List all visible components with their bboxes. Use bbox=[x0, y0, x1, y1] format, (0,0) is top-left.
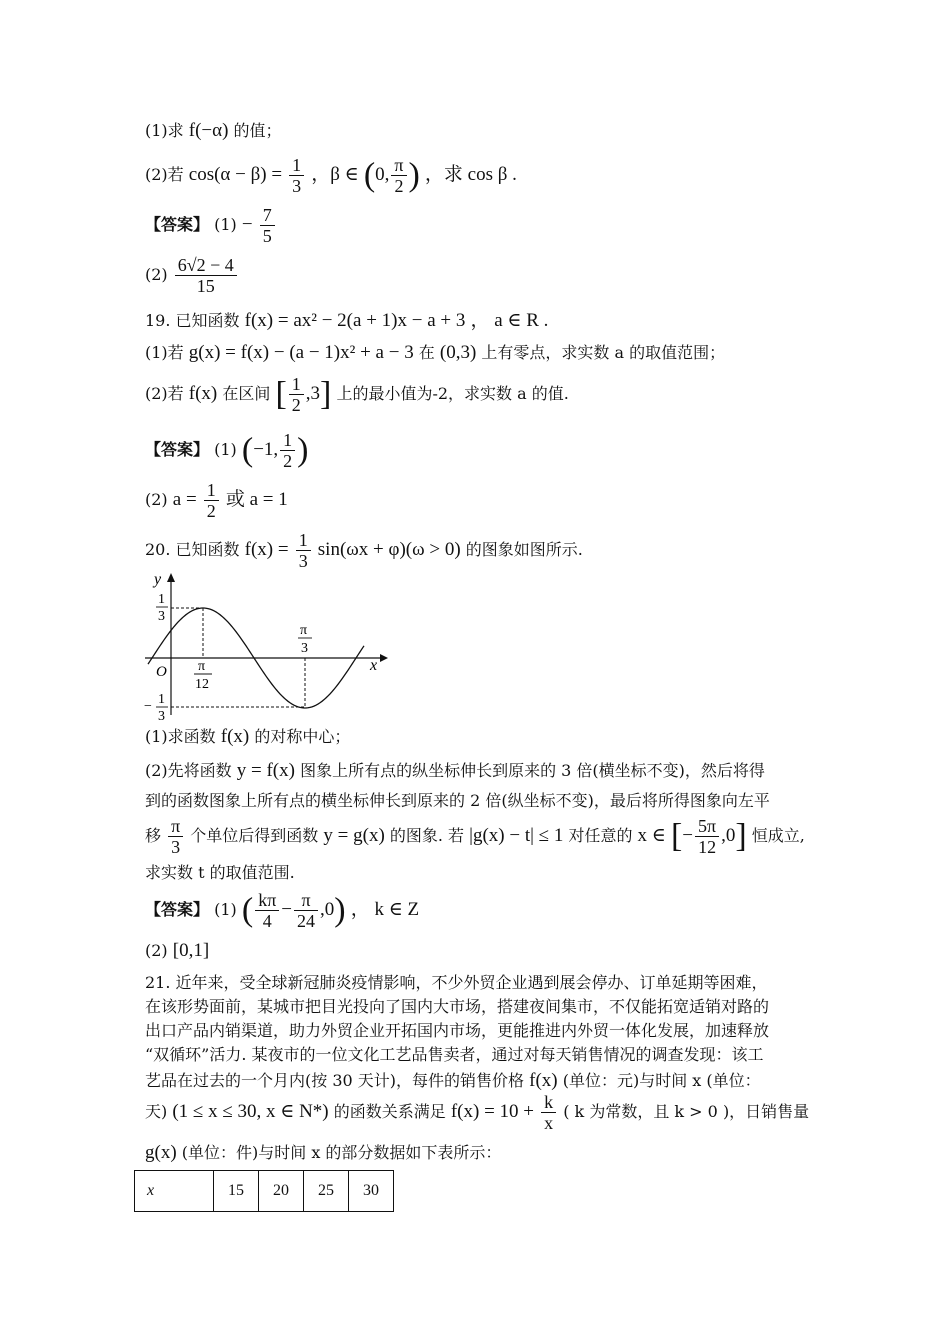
q19-part1 bbox=[145, 342, 725, 364]
q20-stem-b: sin(ωx + φ)(ω > 0) bbox=[317, 539, 461, 560]
sine-graph bbox=[140, 570, 390, 720]
x2-den: 3 bbox=[301, 641, 308, 656]
q21-line6-expr2: f(x) = 10 + bbox=[450, 1101, 535, 1122]
a18-part1-label: (1) bbox=[214, 215, 237, 234]
a20-part1-right: ,0 bbox=[320, 899, 335, 920]
q19-part1-expr: g(x) = f(x) − (a − 1)x² + a − 3 bbox=[188, 342, 414, 363]
a19-part2-label: (2) bbox=[145, 490, 168, 509]
q21-line5-expr: f(x) bbox=[529, 1070, 558, 1091]
y-top-num: 1 bbox=[158, 592, 165, 607]
answer-tag: 【答案】 bbox=[145, 440, 210, 459]
q21-line2 bbox=[145, 996, 769, 1018]
q20-part2-line3-d: 对任意的 bbox=[568, 826, 633, 845]
a19-part1-left: −1, bbox=[253, 439, 279, 460]
q19-stem-tail: ， a ∈ R . bbox=[470, 310, 549, 331]
q21-line1 bbox=[145, 972, 768, 994]
q18-part2-beta: ，β ∈ bbox=[311, 164, 359, 185]
q20-stem-fraction: $\frac{1}{3}$ bbox=[296, 530, 311, 571]
q19-stem-expr: f(x) = ax² − 2(a + 1)x − a + 3 bbox=[244, 310, 466, 331]
answer-tag: 【答案】 bbox=[145, 215, 210, 234]
q20-stem-text: 20. 已知函数 bbox=[145, 540, 240, 559]
a20-part1-label: (1) bbox=[214, 900, 237, 919]
q21-line6-expr: (1 ≤ x ≤ 30, x ∈ N*) bbox=[172, 1101, 329, 1122]
q18-part2-fraction: $\frac{1}{3}$ bbox=[289, 155, 304, 196]
q20-part2-line3-expr: y = g(x) bbox=[323, 825, 385, 846]
a19-part2 bbox=[145, 480, 288, 521]
q21-line4-text: “双循环”活力. 某夜市的一位文化工艺品售卖者，通过对每天销售情况的调查发现：该工 bbox=[145, 1045, 764, 1064]
q20-part1-label: (1)求函数 bbox=[145, 727, 216, 746]
q21-line5 bbox=[145, 1070, 761, 1092]
q19-part2-mid: 在区间 bbox=[222, 384, 271, 403]
table-cell: x bbox=[135, 1171, 214, 1212]
a19-part2-a: a = bbox=[172, 489, 197, 510]
q19-part1-tail: 上有零点，求实数 a 的取值范围； bbox=[481, 343, 726, 362]
y-bot-num: 1 bbox=[158, 692, 165, 707]
q21-line6-b: 的函数关系满足 bbox=[333, 1102, 446, 1121]
q20-part2-line3-e: 恒成立, bbox=[751, 826, 805, 845]
q20-part2-line4 bbox=[145, 862, 295, 884]
q21-line7-b: (单位：件)与时间 x 的部分数据如下表所示： bbox=[181, 1143, 502, 1162]
q20-part2-line3-c: 的图象. 若 bbox=[389, 826, 465, 845]
q19-stem bbox=[145, 310, 548, 332]
y-top-den: 3 bbox=[158, 609, 165, 624]
q20-part2-line3-a: 移 bbox=[145, 826, 162, 845]
q20-part2-line4-text: 求实数 t 的取值范围. bbox=[145, 863, 295, 882]
y-axis-arrow bbox=[167, 573, 175, 582]
q18-part2-interval-fraction: $\frac{\pi}{2}$ bbox=[391, 155, 406, 196]
q21-line4 bbox=[145, 1044, 764, 1066]
q19-part2-right: ,3 bbox=[305, 383, 321, 404]
a19-part1-label: (1) bbox=[214, 440, 237, 459]
q21-line5-b: (单位：元)与时间 x (单位： bbox=[562, 1071, 761, 1090]
q20-part1 bbox=[145, 726, 350, 748]
q20-part2-line3-b: 个单位后得到函数 bbox=[190, 826, 319, 845]
a20-part2 bbox=[145, 940, 209, 962]
table-cell: 30 bbox=[349, 1171, 394, 1212]
q20-part2-line3-int-sign: − bbox=[682, 825, 694, 846]
q21-line2-text: 在该形势面前，某城市把目光投向了国内大市场，搭建夜间集市，不仅能拓宽适销对路的 bbox=[145, 997, 770, 1016]
q18-part2-label: (2)若 bbox=[145, 165, 184, 184]
a19-part1: 【答案】 (1) (−1, $\frac{1}{2}$ ) bbox=[145, 430, 309, 471]
a18-part2-fraction: $\frac{6√2 - 4}{15}$ bbox=[175, 255, 237, 296]
q19-part2-tail: 上的最小值为-2，求实数 a 的值. bbox=[336, 384, 569, 403]
q19-part1-mid: 在 bbox=[418, 343, 435, 362]
q20-part1-tail: 的对称中心； bbox=[254, 727, 351, 746]
q18-part2: (2)若 cos(α − β) = $\frac{1}{3}$ ，β ∈ (0, $\frac{\pi}{2}$ ) ，求 cos β . bbox=[145, 155, 517, 196]
a18-part1-sign: − bbox=[241, 214, 253, 235]
y-bot-sign: − bbox=[144, 699, 152, 714]
q20-stem bbox=[145, 530, 583, 571]
table-cell: 25 bbox=[304, 1171, 349, 1212]
q21-line6-a: 天) bbox=[145, 1102, 168, 1121]
q20-part2-line2-text: 到的函数图象上所有点的横坐标伸长到原来的 2 倍(纵坐标不变)，最后将所得图象向左平 bbox=[145, 791, 770, 810]
q20-part2-line3: 移 $\frac{\pi}{3}$ 个单位后得到函数 y = g(x) 的图象. 若 |g(x) − t| ≤ 1 对任意的 x ∈ [− $\frac{5\pi}{12}$ ,0] 恒成立, bbox=[145, 816, 805, 857]
a19-part2-b: 或 a = 1 bbox=[225, 489, 288, 510]
a18-part1-fraction: $\frac{7}{5}$ bbox=[260, 205, 275, 246]
q21-line6 bbox=[145, 1092, 809, 1133]
a18-part2 bbox=[145, 255, 239, 296]
q18-part2-tail: ，求 cos β . bbox=[424, 164, 517, 185]
q20-part2-line1 bbox=[145, 760, 765, 782]
q19-part2-fraction: $\frac{1}{2}$ bbox=[289, 374, 304, 415]
q19-part2: (2)若 f(x) 在区间 [ $\frac{1}{2}$ ,3] 上的最小值为-2，求实数 a 的值. bbox=[145, 374, 569, 415]
q20-part2-line3-ineq: |g(x) − t| ≤ 1 bbox=[469, 825, 564, 846]
q19-part2-label: (2)若 bbox=[145, 384, 184, 403]
data-table bbox=[134, 1170, 394, 1212]
a18-part1 bbox=[145, 205, 277, 246]
q20-part1-expr: f(x) bbox=[220, 726, 250, 747]
q20-part2-line2 bbox=[145, 790, 770, 812]
x2-num: π bbox=[300, 623, 308, 638]
q20-part2-line3-int-fraction: $\frac{5\pi}{12}$ bbox=[695, 816, 719, 857]
a19-part1-fraction: $\frac{1}{2}$ bbox=[280, 430, 295, 471]
q21-line7-expr: g(x) bbox=[145, 1142, 177, 1163]
q19-part1-label: (1)若 bbox=[145, 343, 184, 362]
y-bot-den: 3 bbox=[158, 709, 165, 720]
x1-num: π bbox=[198, 659, 206, 674]
a20-part1: 【答案】 (1) ( $\frac{k\pi}{4}$ − $\frac{\pi}{24}$ ,0) ， k ∈ Z bbox=[145, 890, 420, 931]
q20-stem-tail: 的图象如图所示. bbox=[465, 540, 583, 559]
q19-part2-expr: f(x) bbox=[188, 383, 218, 404]
a20-part2-label: (2) bbox=[145, 941, 168, 960]
x-axis-label: x bbox=[370, 657, 378, 674]
q21-line6-fraction: $\frac{k}{x}$ bbox=[541, 1092, 556, 1133]
q18-part2-expr: cos(α − β) = bbox=[188, 164, 283, 185]
q18-part1 bbox=[145, 120, 282, 142]
table-cell: 15 bbox=[214, 1171, 259, 1212]
q21-line1-text: 21. 近年来，受全球新冠肺炎疫情影响，不少外贸企业遇到展会停办、订单延期等困难， bbox=[145, 973, 768, 992]
q21-line6-c: ( k 为常数，且 k > 0 )，日销售量 bbox=[563, 1102, 810, 1121]
q20-part2-line3-fraction: $\frac{\pi}{3}$ bbox=[168, 816, 183, 857]
q19-part1-interval: (0,3) bbox=[439, 342, 477, 363]
origin-label: O bbox=[156, 664, 167, 680]
q20-part2-line3-x: x ∈ bbox=[637, 825, 666, 846]
a20-part2-value: [0,1] bbox=[172, 940, 210, 961]
q20-part2-line1-b: 图象上所有点的纵坐标伸长到原来的 3 倍(横坐标不变)，然后将得 bbox=[300, 761, 765, 780]
q20-part2-line1-expr: y = f(x) bbox=[236, 760, 295, 781]
a20-part1-fraction2: $\frac{\pi}{24}$ bbox=[294, 890, 318, 931]
a20-part1-fraction1: $\frac{k\pi}{4}$ bbox=[255, 890, 279, 931]
x1-den: 12 bbox=[195, 677, 209, 692]
q18-part1-expr: f(−α) bbox=[188, 120, 229, 141]
q18-part2-interval-left: 0, bbox=[375, 164, 390, 185]
q19-stem-text: 19. 已知函数 bbox=[145, 311, 240, 330]
a18-part2-label: (2) bbox=[145, 265, 168, 284]
a20-part1-tail: ， k ∈ Z bbox=[350, 899, 420, 920]
q20-part2-line3-int-right: ,0 bbox=[721, 825, 736, 846]
q21-line5-a: 艺品在过去的一个月内(按 30 天计)，每件的销售价格 bbox=[145, 1071, 525, 1090]
table-row bbox=[135, 1171, 394, 1212]
table-cell: 20 bbox=[259, 1171, 304, 1212]
q21-line3 bbox=[145, 1020, 769, 1042]
q20-stem-a: f(x) = bbox=[244, 539, 289, 560]
q21-line3-text: 出口产品内销渠道，助力外贸企业开拓国内市场，更能推进内外贸一体化发展，加速释放 bbox=[145, 1021, 770, 1040]
answer-tag: 【答案】 bbox=[145, 900, 210, 919]
q18-part1-label: (1)求 bbox=[145, 121, 184, 140]
x-axis-arrow bbox=[380, 654, 388, 662]
q20-part2-line1-a: (2)先将函数 bbox=[145, 761, 232, 780]
q21-line7 bbox=[145, 1142, 501, 1164]
y-axis-label: y bbox=[154, 571, 162, 588]
q18-part1-tail: 的值； bbox=[233, 121, 282, 140]
a19-part2-fraction: $\frac{1}{2}$ bbox=[204, 480, 219, 521]
a20-part1-minus: − bbox=[281, 899, 293, 920]
